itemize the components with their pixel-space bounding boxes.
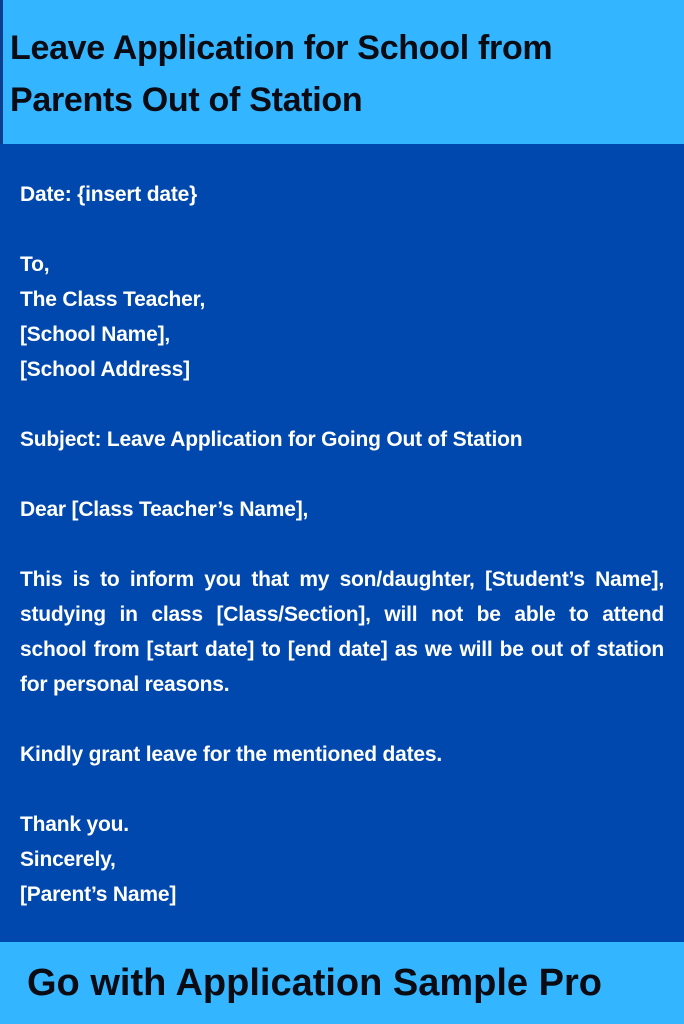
header-banner [0,0,684,144]
footer-brand-text: Go with Application Sample Pro [27,962,602,1004]
recipient-school-name: [School Name], [20,323,171,346]
footer-banner [0,942,684,1024]
page-title: Leave Application for School from Parents Out of Station [10,29,553,119]
closing-thanks: Thank you. [20,813,129,836]
body-paragraph: This is to inform you that my son/daughter, [Student’s Name], studying in class [Class/Section], will not be able to attend school from [start date] to [end date] as we will be out of station for personal reasons. [20,568,664,696]
salutation: Dear [Class Teacher’s Name], [20,498,309,521]
spacer [20,702,664,737]
letter-body [20,177,664,912]
spacer [20,212,664,247]
closing-sign-off: Sincerely, [20,848,116,871]
recipient-designation: The Class Teacher, [20,288,206,311]
spacer [20,772,664,807]
recipient-to: To, [20,253,50,276]
spacer [20,527,664,562]
request-line: Kindly grant leave for the mentioned dates. [20,743,442,766]
spacer [20,387,664,422]
spacer [20,457,664,492]
subject-line: Subject: Leave Application for Going Out of Station [20,428,523,451]
recipient-school-address: [School Address] [20,358,190,381]
closing-signature: [Parent’s Name] [20,883,177,906]
date-line: Date: {insert date} [20,183,198,206]
